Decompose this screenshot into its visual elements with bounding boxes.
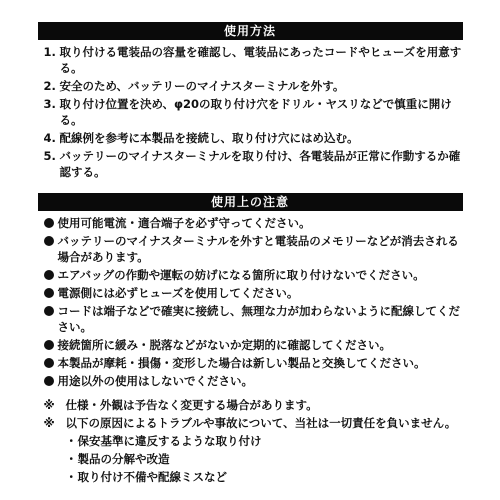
sub-item <box>66 469 463 485</box>
usage-header: 使用方法 <box>38 22 463 40</box>
note-text: 仕様・外観は予告なく変更する場合があります。 <box>65 398 318 412</box>
step-number: 1. <box>43 45 56 59</box>
bullet-dot-icon <box>44 218 54 228</box>
caution-item <box>44 337 463 353</box>
sub-text: 製品の分解や改造 <box>77 452 170 466</box>
cautions-section <box>38 193 463 485</box>
caution-text: 接続箇所に緩み・脱落などがないか定期的に確認してください。 <box>57 338 391 352</box>
step-text: 取り付ける電装品の容量を確認し、電装品にあったコードやヒューズを用意する。 <box>59 45 462 75</box>
caution-text: コードは端子などで確実に接続し、無理な力が加わらないように配線してください。 <box>57 304 460 334</box>
caution-text: 本製品が摩耗・損傷・変形した場合は新しい製品と交換してください。 <box>57 356 426 370</box>
note-item <box>44 415 463 431</box>
caution-item <box>44 215 463 231</box>
notes-list <box>38 397 463 431</box>
note-mark: ※ <box>43 398 55 412</box>
step-text: バッテリーのマイナスターミナルを取り付け、各電装品が正常に作動するか確認する。 <box>59 149 461 179</box>
note-mark: ※ <box>43 416 55 430</box>
usage-step <box>44 44 463 76</box>
sub-text: 取り付け不備や配線ミスなど <box>77 470 227 484</box>
caution-item <box>44 373 463 389</box>
note-text: 以下の原因によるトラブルや事故について、当社は一切責任を負いません。 <box>65 416 457 430</box>
usage-steps <box>38 44 463 180</box>
bullet-dot-icon <box>44 306 54 316</box>
sub-item <box>66 451 463 467</box>
cautions-list <box>38 215 463 389</box>
bullet-dot-icon <box>44 340 54 350</box>
bullet-dot-icon <box>44 288 54 298</box>
bullet-dot-icon <box>44 358 54 368</box>
sub-item <box>66 433 463 449</box>
caution-text: エアバッグの作動や運転の妨げになる箇所に取り付けないでください。 <box>57 268 425 282</box>
usage-section <box>38 22 463 180</box>
sub-mark: ・ <box>65 452 77 466</box>
cautions-header: 使用上の注意 <box>38 193 463 211</box>
note-item <box>44 397 463 413</box>
caution-text: バッテリーのマイナスターミナルを外すと電装品のメモリーなどが消去される場合があります。 <box>57 234 459 264</box>
step-number: 5. <box>43 149 56 163</box>
bullet-dot-icon <box>44 236 54 246</box>
bullet-dot-icon <box>44 376 54 386</box>
caution-text: 用途以外の使用はしないでください。 <box>57 374 253 388</box>
caution-item <box>44 267 463 283</box>
step-number: 3. <box>43 97 56 111</box>
step-number: 2. <box>43 79 56 93</box>
bullet-dot-icon <box>44 270 54 280</box>
usage-step <box>44 148 463 180</box>
usage-step <box>44 130 463 146</box>
caution-item <box>44 233 463 265</box>
step-text: 安全のため、バッテリーのマイナスターミナルを外す。 <box>59 79 345 93</box>
disclaimer-sublist <box>38 433 463 485</box>
step-text: 取り付け位置を決め、φ20の取り付け穴をドリル・ヤスリなどで慎重に開ける。 <box>59 97 452 127</box>
step-text: 配線例を参考に本製品を接続し、取り付け穴にはめ込む。 <box>59 131 359 145</box>
usage-step <box>44 96 463 128</box>
sub-mark: ・ <box>65 470 77 484</box>
sub-text: 保安基準に違反するような取り付け <box>77 434 262 448</box>
step-number: 4. <box>43 131 56 145</box>
caution-text: 使用可能電流・適合端子を必ず守ってください。 <box>57 216 311 230</box>
caution-item <box>44 285 463 301</box>
caution-text: 電源側には必ずヒューズを使用してください。 <box>57 286 299 300</box>
caution-item <box>44 303 463 335</box>
sub-mark: ・ <box>65 434 77 448</box>
usage-step <box>44 78 463 94</box>
caution-item <box>44 355 463 371</box>
